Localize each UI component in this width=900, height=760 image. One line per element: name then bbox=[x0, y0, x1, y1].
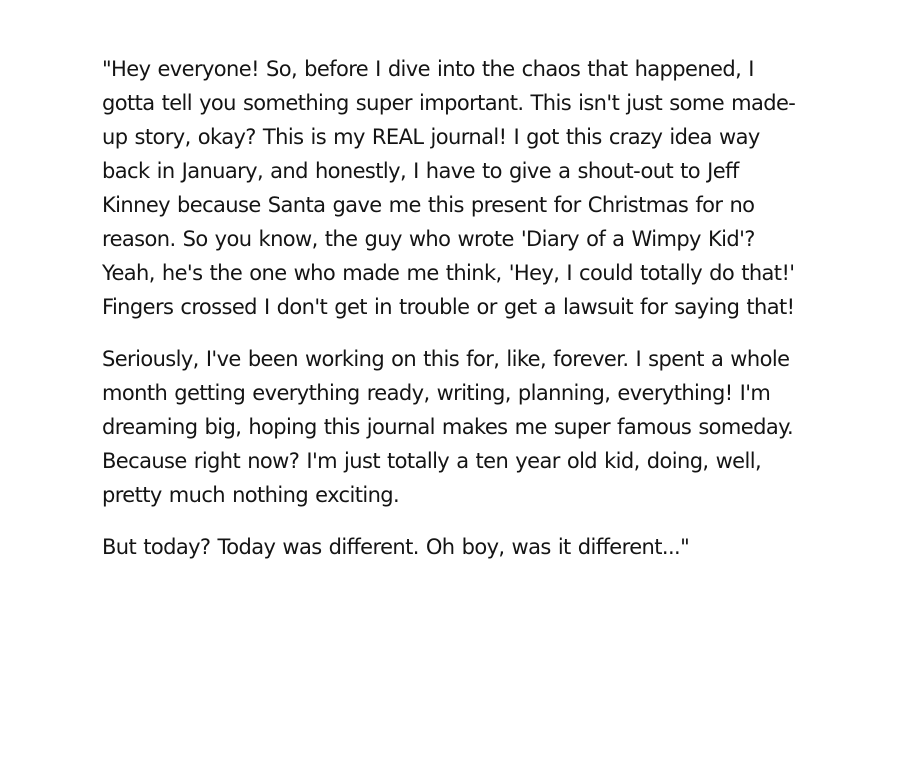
journal-paragraph-3: But today? Today was different. Oh boy, was it different..." bbox=[102, 535, 690, 559]
journal-page bbox=[102, 52, 802, 582]
journal-paragraph-1: "Hey everyone! So, before I dive into the chaos that happened, I gotta tell you something super important. This isn't just some made-up story, okay? This is my REAL journal! I got this crazy idea way back in January, and honestly, I have to give a shout-out to Jeff Kinney because Santa gave me this present for Christmas for no reason. So you know, the guy who wrote 'Diary of a Wimpy Kid'? Yeah, he's the one who made me think, 'Hey, I could totally do that!' Fingers crossed I don't get in trouble or get a lawsuit for saying that! bbox=[102, 57, 796, 319]
journal-paragraph-2: Seriously, I've been working on this for, like, forever. I spent a whole month getting everything ready, writing, planning, everything! I'm dreaming big, hoping this journal makes me super famous someday. Because right now? I'm just totally a ten year old kid, doing, well, pretty much nothing exciting. bbox=[102, 347, 794, 507]
